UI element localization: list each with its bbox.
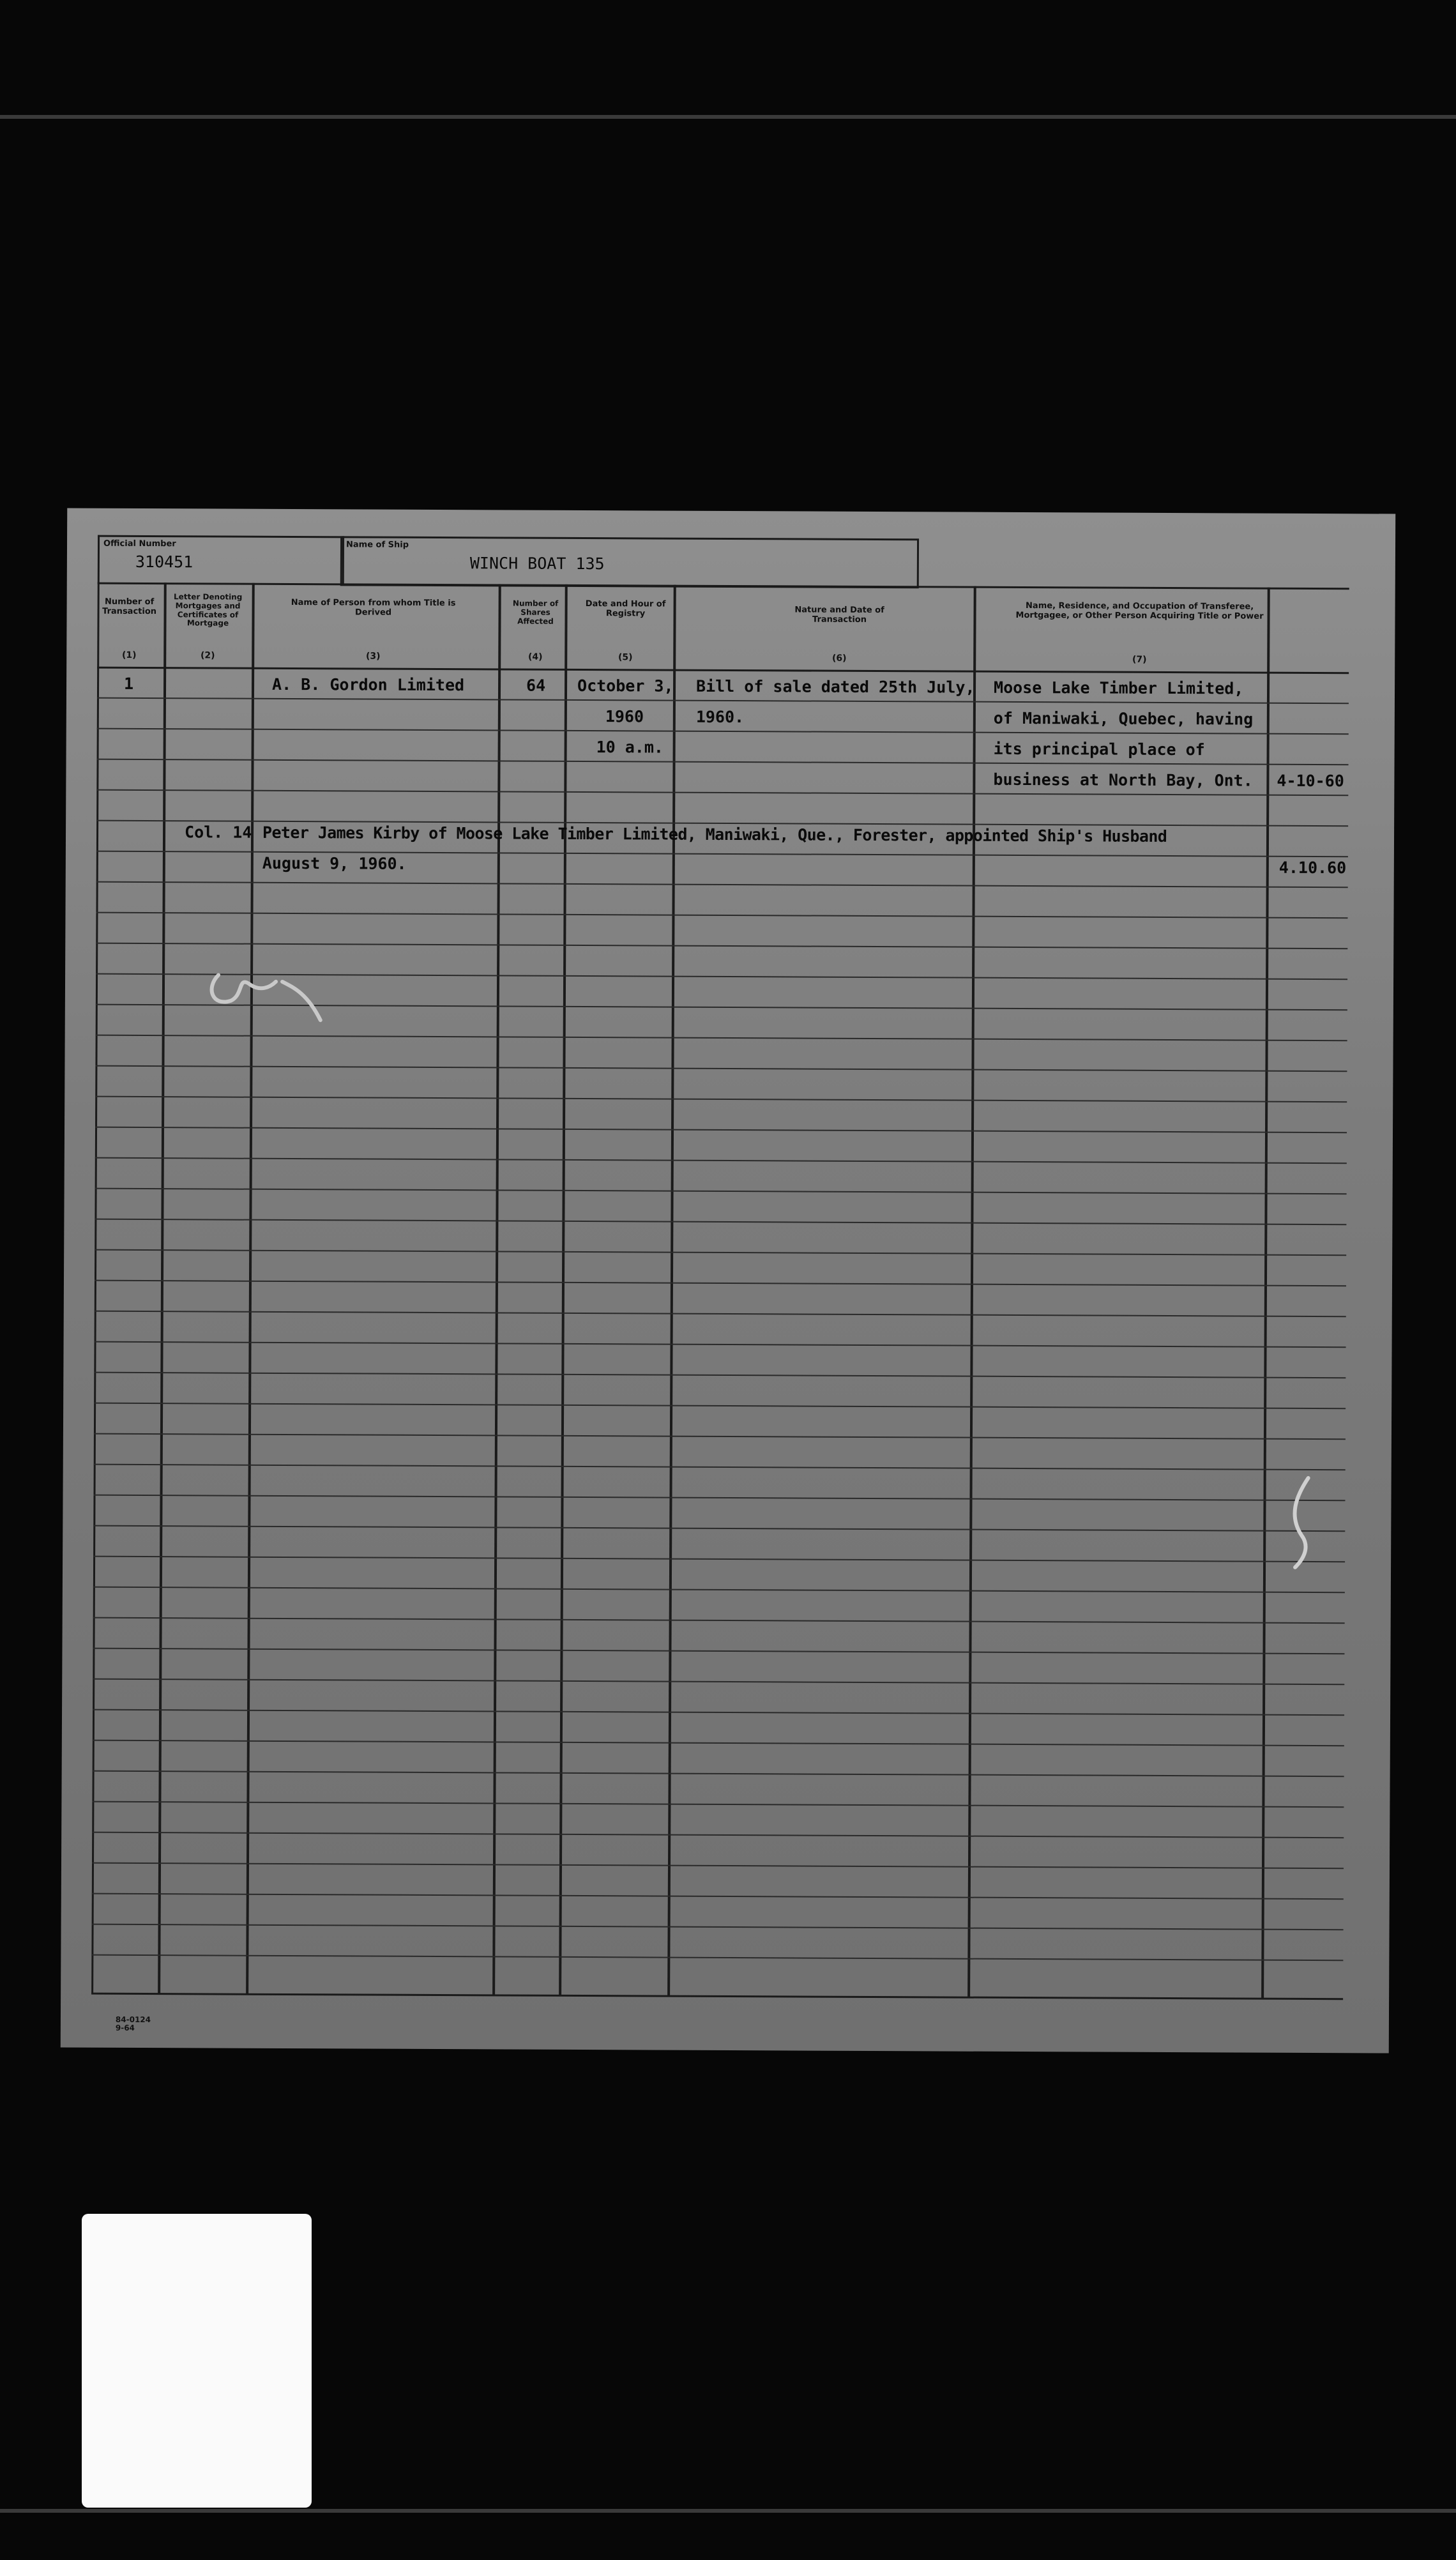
col-7-header: Name, Residence, and Occupation of Transferee, Mortgagee, or Other Person Acquiring Title or Power	[1015, 601, 1264, 621]
ledger-grid	[67, 508, 1395, 514]
pencil-scribble-mark	[199, 949, 340, 1033]
official-number-box	[98, 535, 344, 584]
grid-left-edge	[91, 583, 100, 1994]
entry-1-date-line-3: 10 a.m.	[596, 738, 664, 757]
row-rule	[96, 943, 1347, 950]
row-rule	[95, 1127, 1347, 1134]
col-2-header: Letter Denoting Mortgages and Certificates of Mortgage	[173, 592, 243, 628]
film-edge-bottom	[0, 2509, 1456, 2513]
row-rule	[95, 1096, 1347, 1103]
col-1-number: (1)	[121, 650, 137, 660]
col-divider-2	[246, 583, 255, 1995]
ship-name-box	[340, 536, 919, 588]
row-rule	[94, 1372, 1346, 1379]
entry-1-nature-line-1: Bill of sale dated 25th July,	[695, 676, 975, 697]
entry-2-registry-date: 4.10.60	[1278, 858, 1347, 878]
entry-1-date-line-2: 1960	[605, 707, 644, 726]
row-rule	[92, 1832, 1344, 1839]
entry-1-number: 1	[124, 674, 134, 693]
ship-name: WINCH BOAT 135	[469, 554, 605, 574]
official-number-label: Official Number	[103, 538, 176, 549]
col-2-number: (2)	[200, 650, 215, 661]
row-rule	[91, 1954, 1343, 1962]
entry-1-nature-line-2: 1960.	[695, 707, 745, 727]
col-divider-4	[559, 584, 568, 1996]
col-divider-6	[967, 586, 976, 1998]
grid-bottom-rule	[91, 1993, 1343, 2000]
row-rule	[92, 1863, 1344, 1870]
entry-1-transferee-line-2: of Maniwaki, Quebec, having	[993, 708, 1254, 729]
row-rule	[96, 1035, 1347, 1042]
entry-2-line-1: Peter James Kirby of Moose Lake Timber Limited, Maniwaki, Que., Forester, appointed Ship's Husband	[262, 823, 1167, 846]
col-3-header: Name of Person from whom Title is Derived	[291, 598, 456, 618]
row-rule	[94, 1433, 1346, 1440]
col-7-number: (7)	[1132, 654, 1147, 665]
row-rule	[92, 1893, 1344, 1900]
row-rule	[93, 1679, 1344, 1686]
col-divider-3	[492, 584, 501, 1995]
header-bottom-rule	[97, 667, 1349, 674]
row-rule	[95, 1280, 1346, 1287]
row-rule	[97, 728, 1349, 735]
row-rule	[93, 1740, 1344, 1747]
row-rule	[95, 1065, 1347, 1072]
col-divider-1	[158, 583, 167, 1994]
film-edge-top	[0, 115, 1456, 119]
row-rule	[95, 1311, 1346, 1318]
entry-1-date-line-1: October 3,	[577, 676, 674, 696]
col-5-header: Date and Hour of Registry	[585, 599, 666, 619]
col-6-header: Nature and Date of Transaction	[794, 605, 884, 625]
row-rule	[96, 912, 1348, 919]
row-rule	[95, 1219, 1346, 1226]
col-divider-5	[667, 585, 676, 1997]
row-rule	[96, 789, 1348, 796]
ship-name-label: Name of Ship	[345, 540, 409, 550]
form-code-line-1: 84-0124	[115, 2015, 151, 2025]
entry-1-transferee-line-4: business at North Bay, Ont.	[993, 770, 1253, 790]
row-rule	[93, 1648, 1344, 1655]
ship-register-page	[61, 508, 1395, 2053]
row-rule	[95, 1249, 1346, 1256]
row-rule	[94, 1403, 1346, 1410]
entry-1-from: A. B. Gordon Limited	[272, 674, 465, 695]
entry-1-registry-date: 4-10-60	[1277, 771, 1344, 791]
form-code-line-2: 9-64	[115, 2023, 135, 2033]
row-rule	[93, 1709, 1344, 1716]
row-rule	[93, 1556, 1345, 1563]
row-rule	[95, 1341, 1346, 1348]
row-rule	[97, 759, 1349, 766]
row-rule	[95, 1188, 1347, 1195]
row-rule	[94, 1495, 1346, 1502]
col-divider-7	[1261, 588, 1270, 1999]
row-rule	[92, 1924, 1344, 1931]
col-1-header: Number of Transaction	[102, 597, 157, 617]
official-number: 310451	[135, 552, 193, 572]
col-3-number: (3)	[365, 651, 381, 662]
col-5-number: (5)	[618, 652, 633, 663]
pencil-check-mark	[1282, 1472, 1321, 1574]
entry-1-transferee-line-1: Moose Lake Timber Limited,	[993, 678, 1244, 698]
col-4-number: (4)	[527, 651, 543, 662]
row-rule	[92, 1801, 1344, 1808]
film-light-leak	[82, 2214, 312, 2508]
row-rule	[94, 1464, 1346, 1471]
row-rule	[93, 1525, 1345, 1532]
row-rule	[93, 1587, 1345, 1594]
row-rule	[97, 697, 1349, 705]
row-rule	[93, 1617, 1345, 1624]
entry-1-transferee-line-3: its principal place of	[993, 739, 1205, 759]
entry-2-column-ref: Col. 14	[184, 823, 252, 842]
form-code	[116, 2016, 151, 2033]
entry-2-line-2: August 9, 1960.	[262, 853, 407, 873]
col-4-header: Number of Shares Affected	[512, 598, 559, 626]
row-rule	[93, 1771, 1344, 1778]
entry-1-shares: 64	[526, 676, 546, 695]
row-rule	[95, 1157, 1347, 1164]
col-6-number: (6)	[831, 653, 847, 664]
row-rule	[96, 881, 1348, 888]
